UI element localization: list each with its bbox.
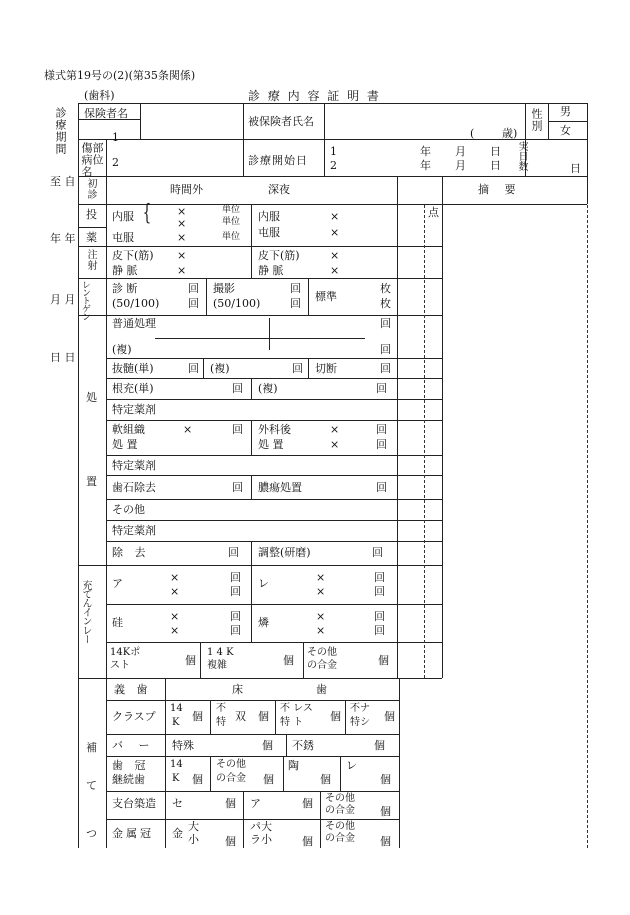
pro-se: セ	[172, 797, 183, 810]
treat-adjust-count: 回	[372, 546, 383, 559]
pro-pa-2: ラ小	[250, 833, 272, 846]
treat-other: その他	[112, 503, 145, 516]
med-internal: 内服	[112, 210, 134, 223]
sex-male: 男	[560, 105, 571, 118]
pro-gold-small: 小	[188, 833, 199, 846]
pro-tooth: 歯	[316, 683, 327, 696]
days-unit: 日	[570, 162, 581, 175]
pro-ceramic: 陶	[288, 759, 299, 772]
inlay-re-c1: 回	[374, 571, 385, 584]
treat-special-drug-3: 特定薬剤	[112, 524, 156, 537]
pro-clasp-p1: 個	[192, 710, 203, 723]
xray-sheets-2: 枚	[380, 297, 391, 310]
late-night-label: 深夜	[268, 183, 290, 196]
treat-canal-single-count: 回	[232, 382, 243, 395]
inlay-si-c1: 回	[230, 610, 241, 623]
actual-days-label: 実日数	[516, 141, 527, 171]
injection-label: 注射	[85, 249, 96, 271]
start-date-label: 診療開始日	[248, 154, 308, 167]
inlay-ph-c2: 回	[374, 624, 385, 637]
pro-crown-1: 歯 冠	[112, 759, 150, 772]
inlay-si-x1: ×	[170, 610, 180, 623]
treat-tartar-count: 回	[232, 481, 243, 494]
treat-special-drug-1: 特定薬剤	[112, 403, 156, 416]
treat-removal: 除 去	[112, 546, 150, 559]
age-open-paren: (	[470, 127, 475, 140]
pro-crown-k14-2: K	[172, 773, 180, 784]
med-x5: ×	[330, 226, 340, 239]
treat-repeat: (複)	[112, 343, 132, 356]
treat-post-count2: 回	[376, 438, 387, 451]
pro-metal-crown: 金属冠	[112, 827, 154, 840]
pro-crown-other-2: の合金	[216, 773, 246, 784]
xray-ratio-1: (50/100)	[112, 297, 160, 310]
pro-gold-large: 大	[188, 820, 199, 833]
inlay-re-c2: 回	[374, 585, 385, 598]
summary-label: 摘 要	[478, 183, 522, 196]
start1-month: 月	[455, 145, 466, 158]
medication-label-top: 投	[86, 208, 97, 221]
pro-metal-p2: 個	[302, 835, 313, 848]
inlay-label: 充てんインレー	[80, 580, 91, 643]
inlay-a-x1: ×	[170, 571, 180, 584]
pro-crown-k14-1: 14	[170, 759, 183, 770]
treat-special-drug-2: 特定薬剤	[112, 459, 156, 472]
xray-times-1: 回	[188, 282, 199, 295]
inlay-re-x2: ×	[316, 585, 326, 598]
pro-nana-1: 不ナ	[350, 703, 370, 714]
inlay-re: レ	[258, 577, 269, 590]
treat-abscess: 膿瘍処置	[258, 481, 302, 494]
sex-label: 性別	[530, 108, 543, 132]
pro-crown-2: 継続歯	[112, 773, 145, 786]
start-item-2: 2	[330, 159, 337, 172]
inlay-re-x1: ×	[316, 571, 326, 584]
xray-standard: 標準	[315, 290, 337, 303]
pro-nonspec-2: 特	[216, 717, 226, 728]
inlay-k14complex-1: 1 4 K	[207, 647, 234, 658]
treat-canal-repeat: (複)	[258, 382, 278, 395]
inlay-k14post-piece: 個	[185, 654, 196, 667]
pro-abut-other-2: の合金	[325, 805, 355, 816]
start1-year: 年	[420, 145, 431, 158]
med-external: 屯服	[112, 231, 134, 244]
inlay-k14complex-2: 複雑	[207, 660, 227, 671]
prosthesis-label-a: 補	[86, 741, 97, 754]
med-unit1: 単位	[222, 205, 241, 215]
injury-item-2: 2	[112, 156, 119, 169]
pro-k14-1: 14	[170, 703, 183, 714]
inj-x3: ×	[330, 249, 340, 262]
pro-pa-1: パ大	[250, 820, 272, 833]
start-item-1: 1	[330, 145, 337, 158]
inlay-phosphate: 燐	[258, 616, 269, 629]
inlay-k14post-1: 14Kポ	[110, 647, 141, 658]
month-label: 月 月	[50, 293, 76, 306]
treat-soft-count: 回	[232, 423, 243, 436]
pro-clasp-p2: 個	[258, 710, 269, 723]
treat-pulp-repeat-count: 回	[292, 362, 303, 375]
inlay-a-c2: 回	[230, 585, 241, 598]
pro-clasp: クラスプ	[112, 710, 156, 723]
pro-crown-p3: 個	[320, 773, 331, 786]
med-unit3: 単位	[222, 232, 241, 242]
pro-crown-p2: 個	[263, 773, 274, 786]
xray-filming: 撮影	[213, 282, 235, 295]
treat-pulp-repeat: (複)	[210, 362, 230, 375]
medication-label-bottom: 薬	[86, 231, 97, 244]
age-unit: 歳)	[502, 127, 518, 140]
pro-crown-p1: 個	[192, 773, 203, 786]
period-label: 診療期間	[54, 107, 67, 155]
treat-normal-count: 回	[380, 317, 391, 330]
pro-bar-p2: 個	[374, 739, 385, 752]
pro-re: レ	[346, 759, 357, 772]
start2-month: 月	[455, 159, 466, 172]
prosthesis-label-b: て	[86, 779, 97, 792]
pro-bar: バ ー	[112, 739, 156, 752]
pro-stainless-1: 不 レス	[280, 703, 313, 714]
inj-x4: ×	[330, 264, 340, 277]
inlay-other-2: の合金	[307, 660, 337, 671]
inlay-si-x2: ×	[170, 624, 180, 637]
pro-crown-p4: 個	[380, 773, 391, 786]
start2-day: 日	[490, 159, 501, 172]
treat-canal-single: 根充(単)	[112, 382, 154, 395]
injury-label: 傷病名	[80, 142, 93, 178]
pro-abutment: 支台築造	[112, 797, 156, 810]
inlay-other-piece: 個	[378, 654, 389, 667]
part-label: 部位	[91, 142, 104, 166]
pro-abut-p1: 個	[225, 797, 236, 810]
treat-soft-tissue-2: 処 置	[112, 438, 138, 451]
xray-diagnosis: 診 断	[112, 282, 138, 295]
day-label: 日 日	[50, 351, 76, 364]
xray-times-2: 回	[188, 297, 199, 310]
pro-abut-p3: 個	[380, 805, 391, 818]
pro-crown-other-1: その他	[216, 759, 246, 770]
treat-adjust: 調整(研磨)	[258, 546, 311, 559]
treat-incision: 切断	[315, 362, 337, 375]
point-label: 点	[428, 206, 439, 219]
from-to-label: 至 自	[50, 175, 76, 188]
pro-special: 特殊	[172, 739, 194, 752]
pro-a: ア	[250, 797, 261, 810]
inlay-silicate: 硅	[112, 616, 123, 629]
pro-nonspec-1: 不	[216, 703, 226, 714]
pro-k14-2: K	[172, 717, 180, 728]
treat-post-surgery-1: 外科後	[258, 423, 291, 436]
pro-abut-other-1: その他	[325, 793, 355, 804]
inlay-ph-x1: ×	[316, 610, 326, 623]
inj-iv-2: 静 脈	[258, 264, 284, 277]
pro-twin: 双	[235, 710, 246, 723]
inlay-ph-c1: 回	[374, 610, 385, 623]
start1-day: 日	[490, 145, 501, 158]
med-x2: ×	[177, 217, 187, 230]
treat-post-surgery-2: 処 置	[258, 438, 284, 451]
pro-floor: 床	[232, 683, 243, 696]
treat-repeat-count: 回	[380, 343, 391, 356]
overtime-label: 時間外	[170, 183, 203, 196]
inlay-k14post-2: スト	[110, 660, 130, 671]
treat-soft-tissue-1: 軟組織	[112, 423, 145, 436]
pro-bar-p1: 個	[262, 739, 273, 752]
treat-soft-x: ×	[183, 423, 193, 436]
pro-stainless-2: 特 ト	[280, 717, 304, 728]
med-x3: ×	[177, 231, 187, 244]
xray-times-3: 回	[290, 282, 301, 295]
pro-metal-p1: 個	[225, 835, 236, 848]
inlay-k14complex-piece: 個	[283, 654, 294, 667]
xray-sheets-1: 枚	[380, 282, 391, 295]
start2-year: 年	[420, 159, 431, 172]
treatment-label-b: 置	[86, 475, 97, 488]
med-external-2: 屯服	[258, 226, 280, 239]
inlay-other-1: その他	[307, 647, 337, 658]
first-visit-label: 初診	[85, 178, 96, 200]
pro-gold: 金	[172, 827, 183, 840]
pro-metal-p3: 個	[380, 835, 391, 848]
treat-post-x1: ×	[330, 423, 340, 436]
treat-tartar: 歯石除去	[112, 481, 156, 494]
dept-label: (歯科)	[84, 89, 115, 102]
treat-canal-repeat-count: 回	[376, 382, 387, 395]
inlay-si-c2: 回	[230, 624, 241, 637]
prosthesis-label-c: つ	[86, 827, 97, 840]
treat-removal-count: 回	[228, 546, 239, 559]
inlay-a: ア	[112, 577, 123, 590]
inj-x2: ×	[177, 264, 187, 277]
inj-iv: 静 脈	[112, 264, 138, 277]
inj-subcut-2: 皮下(筋)	[258, 249, 300, 262]
injury-item-1: 1	[112, 131, 119, 144]
inj-x1: ×	[177, 249, 187, 262]
treat-incision-count: 回	[380, 362, 391, 375]
med-unit2: 単位	[222, 217, 241, 227]
insurer-label: 保険者名	[84, 107, 128, 120]
inlay-a-x2: ×	[170, 585, 180, 598]
treat-post-count1: 回	[376, 423, 387, 436]
xray-ratio-2: (50/100)	[213, 297, 261, 310]
page-title: 診 療 内 容 証 明 書	[248, 89, 381, 103]
xray-times-4: 回	[290, 297, 301, 310]
pro-metal-other-1: その他	[325, 821, 355, 832]
med-x4: ×	[330, 210, 340, 223]
pro-nana-2: 特シ	[350, 717, 370, 728]
treat-pulp-single: 抜髄(単)	[112, 362, 154, 375]
treat-abscess-count: 回	[376, 481, 387, 494]
year-label: 年 年	[50, 232, 76, 245]
pro-denture: 義 歯	[114, 683, 152, 696]
xray-label: レントゲン	[80, 280, 90, 320]
med-brace: {	[142, 201, 152, 226]
insured-name-label: 被保険者氏名	[248, 115, 314, 128]
treatment-label-a: 処	[86, 391, 97, 404]
treat-post-x2: ×	[330, 438, 340, 451]
med-internal-2: 内服	[258, 210, 280, 223]
inj-subcut: 皮下(筋)	[112, 249, 154, 262]
sex-female: 女	[560, 124, 571, 137]
pro-metal-other-2: の合金	[325, 833, 355, 844]
treat-pulp-single-count: 回	[188, 362, 199, 375]
med-x1: ×	[177, 205, 187, 218]
inlay-ph-x2: ×	[316, 624, 326, 637]
pro-clasp-p4: 個	[384, 710, 395, 723]
pro-abut-p2: 個	[302, 797, 313, 810]
form-number: 様式第19号の(2)(第35条関係)	[44, 69, 196, 82]
pro-stainless: 不銹	[292, 739, 314, 752]
treat-normal: 普通処理	[112, 317, 156, 330]
inlay-a-c1: 回	[230, 571, 241, 584]
pro-clasp-p3: 個	[330, 710, 341, 723]
